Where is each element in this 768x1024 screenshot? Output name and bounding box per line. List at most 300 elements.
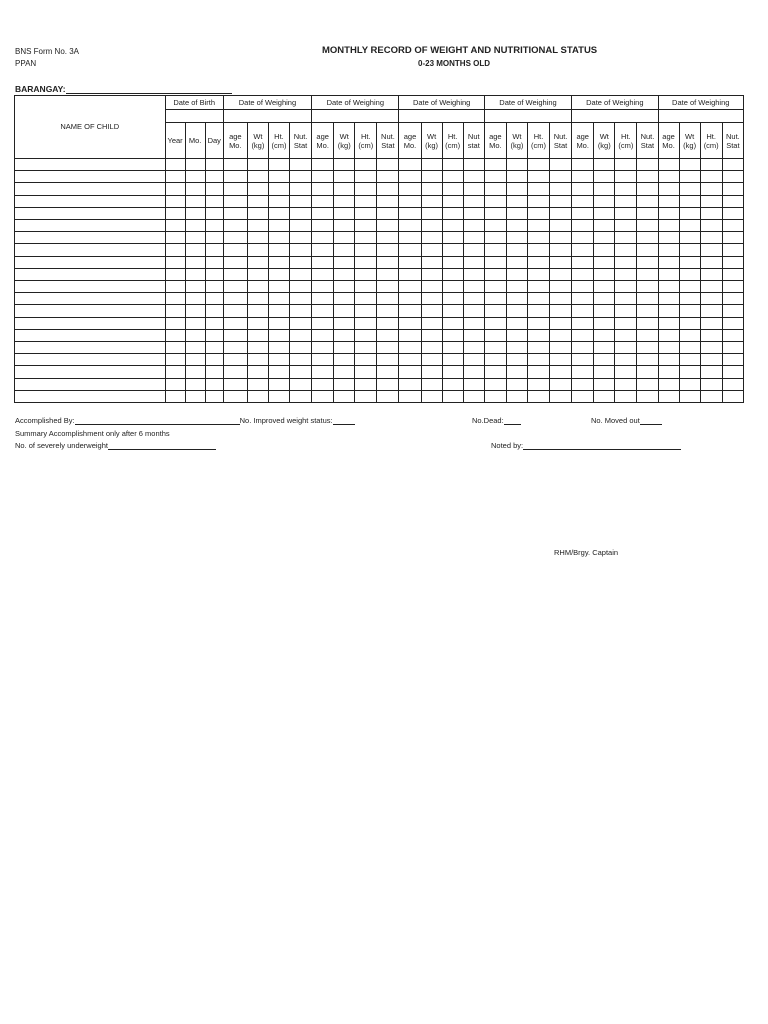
barangay-field[interactable] — [15, 84, 232, 94]
entry-cell[interactable] — [312, 183, 334, 195]
entry-cell[interactable] — [637, 280, 658, 292]
entry-cell[interactable] — [572, 280, 594, 292]
entry-cell[interactable] — [399, 207, 421, 219]
entry-cell[interactable] — [268, 293, 289, 305]
entry-cell[interactable] — [463, 366, 484, 378]
entry-cell[interactable] — [442, 256, 463, 268]
entry-cell[interactable] — [247, 329, 268, 341]
entry-cell[interactable] — [722, 232, 743, 244]
entry-cell[interactable] — [442, 305, 463, 317]
entry-cell[interactable] — [506, 256, 527, 268]
entry-cell[interactable] — [615, 268, 637, 280]
entry-cell[interactable] — [463, 232, 484, 244]
entry-cell[interactable] — [421, 354, 442, 366]
entry-cell[interactable] — [615, 244, 637, 256]
entry-cell[interactable] — [377, 305, 399, 317]
entry-cell[interactable] — [268, 378, 289, 390]
entry-cell[interactable] — [527, 219, 549, 231]
entry-cell[interactable] — [550, 219, 572, 231]
entry-cell[interactable] — [658, 329, 679, 341]
entry-cell[interactable] — [550, 195, 572, 207]
entry-cell[interactable] — [550, 207, 572, 219]
entry-cell[interactable] — [722, 183, 743, 195]
accomplished-by-field[interactable] — [15, 416, 355, 425]
entry-cell[interactable] — [205, 158, 223, 170]
entry-cell[interactable] — [463, 195, 484, 207]
weighing-date-cell[interactable] — [658, 109, 744, 123]
entry-cell[interactable] — [334, 390, 355, 402]
entry-cell[interactable] — [484, 268, 506, 280]
entry-cell[interactable] — [722, 329, 743, 341]
entry-cell[interactable] — [484, 207, 506, 219]
entry-cell[interactable] — [658, 219, 679, 231]
entry-cell[interactable] — [205, 232, 223, 244]
entry-cell[interactable] — [442, 378, 463, 390]
entry-cell[interactable] — [290, 207, 312, 219]
entry-cell[interactable] — [247, 268, 268, 280]
entry-cell[interactable] — [399, 232, 421, 244]
entry-cell[interactable] — [506, 195, 527, 207]
entry-cell[interactable] — [247, 293, 268, 305]
entry-cell[interactable] — [247, 158, 268, 170]
entry-cell[interactable] — [550, 329, 572, 341]
entry-cell[interactable] — [268, 268, 289, 280]
entry-cell[interactable] — [290, 341, 312, 353]
entry-cell[interactable] — [290, 329, 312, 341]
entry-cell[interactable] — [442, 317, 463, 329]
entry-cell[interactable] — [247, 354, 268, 366]
moved-out-field[interactable] — [591, 416, 662, 425]
entry-cell[interactable] — [442, 207, 463, 219]
entry-cell[interactable] — [679, 354, 700, 366]
entry-cell[interactable] — [355, 293, 377, 305]
entry-cell[interactable] — [334, 244, 355, 256]
weighing-date-cell[interactable] — [399, 109, 484, 123]
entry-cell[interactable] — [223, 244, 247, 256]
severely-underweight-blank[interactable] — [108, 449, 216, 450]
entry-cell[interactable] — [377, 244, 399, 256]
entry-cell[interactable] — [658, 305, 679, 317]
entry-cell[interactable] — [185, 183, 205, 195]
entry-cell[interactable] — [399, 219, 421, 231]
entry-cell[interactable] — [334, 158, 355, 170]
entry-cell[interactable] — [268, 280, 289, 292]
entry-cell[interactable] — [550, 378, 572, 390]
entry-cell[interactable] — [421, 183, 442, 195]
entry-cell[interactable] — [334, 329, 355, 341]
entry-cell[interactable] — [421, 378, 442, 390]
entry-cell[interactable] — [722, 341, 743, 353]
entry-cell[interactable] — [290, 183, 312, 195]
entry-cell[interactable] — [615, 183, 637, 195]
entry-cell[interactable] — [421, 317, 442, 329]
child-name-cell[interactable] — [15, 256, 166, 268]
entry-cell[interactable] — [165, 280, 185, 292]
entry-cell[interactable] — [506, 317, 527, 329]
entry-cell[interactable] — [658, 293, 679, 305]
entry-cell[interactable] — [268, 232, 289, 244]
entry-cell[interactable] — [637, 244, 658, 256]
entry-cell[interactable] — [421, 244, 442, 256]
entry-cell[interactable] — [355, 256, 377, 268]
entry-cell[interactable] — [637, 232, 658, 244]
entry-cell[interactable] — [268, 183, 289, 195]
entry-cell[interactable] — [572, 219, 594, 231]
child-name-cell[interactable] — [15, 171, 166, 183]
child-name-cell[interactable] — [15, 195, 166, 207]
entry-cell[interactable] — [506, 219, 527, 231]
entry-cell[interactable] — [463, 207, 484, 219]
entry-cell[interactable] — [355, 171, 377, 183]
entry-cell[interactable] — [223, 256, 247, 268]
entry-cell[interactable] — [421, 171, 442, 183]
entry-cell[interactable] — [185, 280, 205, 292]
entry-cell[interactable] — [421, 268, 442, 280]
entry-cell[interactable] — [377, 183, 399, 195]
entry-cell[interactable] — [223, 378, 247, 390]
entry-cell[interactable] — [658, 268, 679, 280]
entry-cell[interactable] — [377, 378, 399, 390]
entry-cell[interactable] — [658, 171, 679, 183]
entry-cell[interactable] — [377, 317, 399, 329]
entry-cell[interactable] — [312, 171, 334, 183]
entry-cell[interactable] — [185, 256, 205, 268]
entry-cell[interactable] — [594, 183, 615, 195]
entry-cell[interactable] — [421, 305, 442, 317]
entry-cell[interactable] — [165, 305, 185, 317]
entry-cell[interactable] — [679, 195, 700, 207]
child-name-cell[interactable] — [15, 366, 166, 378]
entry-cell[interactable] — [355, 268, 377, 280]
entry-cell[interactable] — [679, 171, 700, 183]
entry-cell[interactable] — [484, 378, 506, 390]
entry-cell[interactable] — [679, 232, 700, 244]
entry-cell[interactable] — [550, 158, 572, 170]
entry-cell[interactable] — [268, 207, 289, 219]
entry-cell[interactable] — [550, 280, 572, 292]
entry-cell[interactable] — [312, 305, 334, 317]
entry-cell[interactable] — [658, 232, 679, 244]
entry-cell[interactable] — [722, 219, 743, 231]
dead-blank[interactable] — [504, 424, 521, 425]
entry-cell[interactable] — [421, 390, 442, 402]
entry-cell[interactable] — [700, 256, 722, 268]
entry-cell[interactable] — [700, 207, 722, 219]
entry-cell[interactable] — [312, 195, 334, 207]
entry-cell[interactable] — [506, 268, 527, 280]
entry-cell[interactable] — [594, 354, 615, 366]
entry-cell[interactable] — [679, 268, 700, 280]
entry-cell[interactable] — [463, 268, 484, 280]
entry-cell[interactable] — [377, 341, 399, 353]
entry-cell[interactable] — [658, 354, 679, 366]
entry-cell[interactable] — [377, 195, 399, 207]
entry-cell[interactable] — [165, 329, 185, 341]
entry-cell[interactable] — [205, 305, 223, 317]
entry-cell[interactable] — [165, 207, 185, 219]
entry-cell[interactable] — [594, 232, 615, 244]
entry-cell[interactable] — [377, 207, 399, 219]
entry-cell[interactable] — [165, 256, 185, 268]
entry-cell[interactable] — [165, 293, 185, 305]
entry-cell[interactable] — [572, 268, 594, 280]
entry-cell[interactable] — [463, 293, 484, 305]
entry-cell[interactable] — [312, 293, 334, 305]
child-name-cell[interactable] — [15, 268, 166, 280]
entry-cell[interactable] — [594, 329, 615, 341]
entry-cell[interactable] — [506, 366, 527, 378]
entry-cell[interactable] — [268, 329, 289, 341]
entry-cell[interactable] — [527, 183, 549, 195]
entry-cell[interactable] — [268, 390, 289, 402]
entry-cell[interactable] — [334, 207, 355, 219]
entry-cell[interactable] — [527, 256, 549, 268]
entry-cell[interactable] — [312, 207, 334, 219]
entry-cell[interactable] — [399, 390, 421, 402]
entry-cell[interactable] — [484, 366, 506, 378]
entry-cell[interactable] — [679, 280, 700, 292]
entry-cell[interactable] — [527, 280, 549, 292]
entry-cell[interactable] — [572, 232, 594, 244]
entry-cell[interactable] — [355, 341, 377, 353]
entry-cell[interactable] — [637, 378, 658, 390]
entry-cell[interactable] — [679, 158, 700, 170]
entry-cell[interactable] — [223, 354, 247, 366]
child-name-cell[interactable] — [15, 341, 166, 353]
entry-cell[interactable] — [205, 390, 223, 402]
entry-cell[interactable] — [658, 207, 679, 219]
entry-cell[interactable] — [205, 195, 223, 207]
entry-cell[interactable] — [527, 293, 549, 305]
entry-cell[interactable] — [615, 207, 637, 219]
entry-cell[interactable] — [205, 329, 223, 341]
entry-cell[interactable] — [484, 390, 506, 402]
entry-cell[interactable] — [550, 171, 572, 183]
entry-cell[interactable] — [506, 171, 527, 183]
entry-cell[interactable] — [312, 390, 334, 402]
entry-cell[interactable] — [550, 232, 572, 244]
entry-cell[interactable] — [550, 305, 572, 317]
entry-cell[interactable] — [290, 366, 312, 378]
entry-cell[interactable] — [247, 341, 268, 353]
entry-cell[interactable] — [527, 268, 549, 280]
child-name-cell[interactable] — [15, 183, 166, 195]
entry-cell[interactable] — [572, 256, 594, 268]
entry-cell[interactable] — [506, 232, 527, 244]
entry-cell[interactable] — [290, 354, 312, 366]
entry-cell[interactable] — [679, 329, 700, 341]
entry-cell[interactable] — [484, 183, 506, 195]
child-name-cell[interactable] — [15, 158, 166, 170]
entry-cell[interactable] — [484, 354, 506, 366]
entry-cell[interactable] — [658, 158, 679, 170]
entry-cell[interactable] — [506, 207, 527, 219]
accomplished-by-blank[interactable] — [75, 424, 240, 425]
entry-cell[interactable] — [205, 317, 223, 329]
entry-cell[interactable] — [312, 366, 334, 378]
entry-cell[interactable] — [615, 317, 637, 329]
entry-cell[interactable] — [679, 244, 700, 256]
entry-cell[interactable] — [268, 158, 289, 170]
entry-cell[interactable] — [290, 158, 312, 170]
entry-cell[interactable] — [247, 317, 268, 329]
entry-cell[interactable] — [572, 341, 594, 353]
child-name-cell[interactable] — [15, 280, 166, 292]
entry-cell[interactable] — [484, 293, 506, 305]
entry-cell[interactable] — [658, 366, 679, 378]
entry-cell[interactable] — [421, 207, 442, 219]
entry-cell[interactable] — [527, 341, 549, 353]
entry-cell[interactable] — [550, 268, 572, 280]
entry-cell[interactable] — [165, 171, 185, 183]
entry-cell[interactable] — [679, 378, 700, 390]
entry-cell[interactable] — [506, 280, 527, 292]
entry-cell[interactable] — [377, 219, 399, 231]
entry-cell[interactable] — [185, 366, 205, 378]
entry-cell[interactable] — [572, 366, 594, 378]
entry-cell[interactable] — [355, 354, 377, 366]
entry-cell[interactable] — [223, 268, 247, 280]
entry-cell[interactable] — [205, 219, 223, 231]
entry-cell[interactable] — [268, 366, 289, 378]
entry-cell[interactable] — [290, 378, 312, 390]
entry-cell[interactable] — [594, 341, 615, 353]
entry-cell[interactable] — [484, 158, 506, 170]
entry-cell[interactable] — [377, 354, 399, 366]
entry-cell[interactable] — [594, 207, 615, 219]
entry-cell[interactable] — [637, 317, 658, 329]
entry-cell[interactable] — [185, 244, 205, 256]
entry-cell[interactable] — [527, 378, 549, 390]
entry-cell[interactable] — [658, 256, 679, 268]
entry-cell[interactable] — [442, 171, 463, 183]
entry-cell[interactable] — [165, 366, 185, 378]
noted-by-field[interactable] — [491, 441, 681, 450]
dead-field[interactable] — [472, 416, 521, 425]
entry-cell[interactable] — [658, 280, 679, 292]
entry-cell[interactable] — [205, 256, 223, 268]
entry-cell[interactable] — [463, 378, 484, 390]
entry-cell[interactable] — [506, 354, 527, 366]
entry-cell[interactable] — [223, 195, 247, 207]
entry-cell[interactable] — [421, 329, 442, 341]
entry-cell[interactable] — [463, 256, 484, 268]
entry-cell[interactable] — [421, 219, 442, 231]
entry-cell[interactable] — [615, 378, 637, 390]
entry-cell[interactable] — [615, 195, 637, 207]
entry-cell[interactable] — [334, 256, 355, 268]
entry-cell[interactable] — [484, 329, 506, 341]
entry-cell[interactable] — [700, 158, 722, 170]
entry-cell[interactable] — [722, 378, 743, 390]
entry-cell[interactable] — [637, 354, 658, 366]
entry-cell[interactable] — [355, 219, 377, 231]
entry-cell[interactable] — [679, 219, 700, 231]
entry-cell[interactable] — [594, 195, 615, 207]
entry-cell[interactable] — [223, 219, 247, 231]
entry-cell[interactable] — [185, 207, 205, 219]
entry-cell[interactable] — [679, 317, 700, 329]
entry-cell[interactable] — [399, 378, 421, 390]
entry-cell[interactable] — [594, 280, 615, 292]
entry-cell[interactable] — [700, 354, 722, 366]
entry-cell[interactable] — [442, 244, 463, 256]
entry-cell[interactable] — [185, 390, 205, 402]
entry-cell[interactable] — [679, 341, 700, 353]
entry-cell[interactable] — [355, 329, 377, 341]
entry-cell[interactable] — [421, 366, 442, 378]
entry-cell[interactable] — [658, 244, 679, 256]
entry-cell[interactable] — [223, 329, 247, 341]
entry-cell[interactable] — [572, 378, 594, 390]
entry-cell[interactable] — [527, 390, 549, 402]
entry-cell[interactable] — [334, 183, 355, 195]
entry-cell[interactable] — [290, 256, 312, 268]
entry-cell[interactable] — [637, 341, 658, 353]
entry-cell[interactable] — [527, 329, 549, 341]
entry-cell[interactable] — [442, 219, 463, 231]
entry-cell[interactable] — [572, 354, 594, 366]
entry-cell[interactable] — [399, 268, 421, 280]
entry-cell[interactable] — [442, 280, 463, 292]
entry-cell[interactable] — [247, 256, 268, 268]
entry-cell[interactable] — [399, 366, 421, 378]
entry-cell[interactable] — [572, 390, 594, 402]
entry-cell[interactable] — [334, 305, 355, 317]
entry-cell[interactable] — [334, 378, 355, 390]
entry-cell[interactable] — [700, 232, 722, 244]
entry-cell[interactable] — [399, 354, 421, 366]
entry-cell[interactable] — [700, 329, 722, 341]
entry-cell[interactable] — [377, 329, 399, 341]
entry-cell[interactable] — [658, 341, 679, 353]
entry-cell[interactable] — [594, 378, 615, 390]
entry-cell[interactable] — [268, 354, 289, 366]
entry-cell[interactable] — [334, 232, 355, 244]
entry-cell[interactable] — [484, 280, 506, 292]
barangay-blank[interactable] — [66, 93, 232, 94]
entry-cell[interactable] — [484, 171, 506, 183]
entry-cell[interactable] — [247, 207, 268, 219]
entry-cell[interactable] — [527, 305, 549, 317]
improved-weight-blank[interactable] — [333, 424, 355, 425]
entry-cell[interactable] — [185, 293, 205, 305]
entry-cell[interactable] — [442, 268, 463, 280]
entry-cell[interactable] — [334, 195, 355, 207]
entry-cell[interactable] — [550, 390, 572, 402]
entry-cell[interactable] — [205, 293, 223, 305]
entry-cell[interactable] — [594, 219, 615, 231]
entry-cell[interactable] — [700, 171, 722, 183]
entry-cell[interactable] — [594, 317, 615, 329]
entry-cell[interactable] — [572, 207, 594, 219]
entry-cell[interactable] — [658, 317, 679, 329]
entry-cell[interactable] — [572, 329, 594, 341]
entry-cell[interactable] — [312, 280, 334, 292]
entry-cell[interactable] — [615, 305, 637, 317]
entry-cell[interactable] — [334, 354, 355, 366]
entry-cell[interactable] — [615, 329, 637, 341]
entry-cell[interactable] — [185, 232, 205, 244]
entry-cell[interactable] — [205, 280, 223, 292]
entry-cell[interactable] — [506, 390, 527, 402]
entry-cell[interactable] — [550, 256, 572, 268]
entry-cell[interactable] — [506, 329, 527, 341]
moved-out-blank[interactable] — [640, 424, 662, 425]
entry-cell[interactable] — [527, 244, 549, 256]
entry-cell[interactable] — [421, 293, 442, 305]
entry-cell[interactable] — [355, 158, 377, 170]
